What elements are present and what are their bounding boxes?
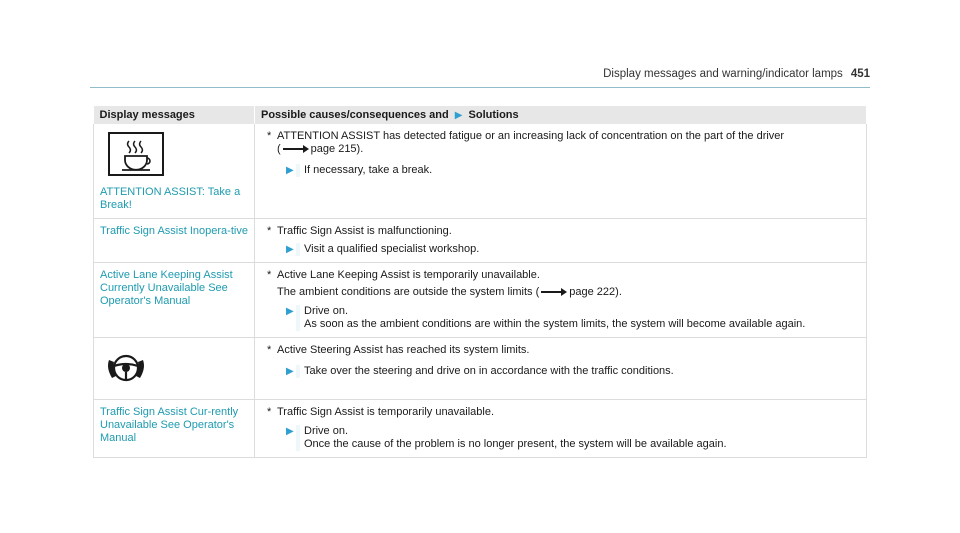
asterisk-icon: * <box>267 344 272 356</box>
solution-arrow-icon: ▶ <box>286 366 294 377</box>
solution-arrow-icon: ▶ <box>454 110 463 121</box>
cause-text: The ambient conditions are outside the system limits ( <box>277 286 540 298</box>
asterisk-icon: * <box>267 269 272 281</box>
display-messages-table <box>93 106 867 458</box>
table-header-row <box>94 106 867 124</box>
solution-text <box>296 305 805 331</box>
cause-line <box>267 225 860 238</box>
col-header-solutions-label: Solutions <box>468 109 519 121</box>
cause-line <box>267 406 860 419</box>
solution-line <box>286 425 860 451</box>
cause-cell <box>255 124 867 219</box>
message-cell <box>94 263 255 338</box>
page-ref-link[interactable]: page 222). <box>569 286 622 298</box>
table-row <box>94 263 867 338</box>
solution-text: Take over the steering and drive on in accordance with the traffic conditions. <box>296 365 674 378</box>
cause-cell <box>255 338 867 400</box>
message-text: Traffic Sign Assist Cur-rently Unavailable See Operator's Manual <box>100 406 239 444</box>
page-ref-link[interactable]: page 215). <box>310 143 364 155</box>
cause-cell <box>255 219 867 263</box>
page-header <box>603 68 870 80</box>
asterisk-icon: * <box>267 130 272 142</box>
page-ref-arrow-icon <box>541 288 567 296</box>
cause-cell <box>255 263 867 338</box>
solution-text-1: Drive on. <box>304 305 349 317</box>
message-text: ATTENTION ASSIST: Take a Break! <box>100 186 241 211</box>
solution-text: If necessary, take a break. <box>296 164 432 177</box>
table-row <box>94 338 867 400</box>
message-cell <box>94 124 255 219</box>
cause-line-2 <box>277 286 860 299</box>
solution-line <box>286 164 860 177</box>
col-header-causes-solutions <box>255 106 867 124</box>
solution-text-2: As soon as the ambient conditions are within the system limits, the system will become available again. <box>304 318 806 330</box>
cause-text: Active Steering Assist has reached its system limits. <box>277 344 530 356</box>
cause-text: Traffic Sign Assist is malfunctioning. <box>277 225 452 237</box>
cause-cell <box>255 400 867 458</box>
message-cell <box>94 338 255 400</box>
solution-arrow-icon: ▶ <box>286 306 294 317</box>
table-row <box>94 124 867 219</box>
asterisk-icon: * <box>267 225 272 237</box>
page-ref-arrow-icon <box>283 145 309 153</box>
cause-text: Active Lane Keeping Assist is temporarily unavailable. <box>277 269 540 281</box>
cause-line: * ATTENTION ASSIST has detected fatigue or an increasing lack of concentration on the part of the driver ( page 215). <box>267 130 785 155</box>
message-text: Traffic Sign Assist Inopera-tive <box>100 225 248 237</box>
page-number: 451 <box>850 68 870 80</box>
solution-text-2: Once the cause of the problem is no longer present, the system will be available again. <box>304 438 727 450</box>
solution-text: Visit a qualified specialist workshop. <box>296 243 479 256</box>
solution-line <box>286 305 860 331</box>
solution-arrow-icon: ▶ <box>286 244 294 255</box>
solution-text <box>296 425 727 451</box>
message-cell <box>94 219 255 263</box>
solution-text-1: Drive on. <box>304 425 349 437</box>
col-header-display-messages: Display messages <box>94 106 255 124</box>
cause-line <box>267 269 860 282</box>
solution-arrow-icon: ▶ <box>286 426 294 437</box>
table-row <box>94 219 867 263</box>
cause-line <box>267 344 860 357</box>
message-text: Active Lane Keeping Assist Currently Unavailable See Operator's Manual <box>100 269 233 307</box>
solution-line <box>286 243 860 256</box>
page-header-title: Display messages and warning/indicator lamps <box>603 68 843 80</box>
col-header-causes-label: Possible causes/consequences and <box>261 109 449 121</box>
solution-arrow-icon: ▶ <box>286 165 294 176</box>
steering-wheel-hands-icon <box>106 352 146 384</box>
table-row <box>94 400 867 458</box>
solution-line <box>286 365 860 378</box>
cause-text: Traffic Sign Assist is temporarily unavailable. <box>277 406 495 418</box>
header-divider <box>90 87 870 88</box>
message-cell <box>94 400 255 458</box>
asterisk-icon: * <box>267 406 272 418</box>
cause-text: ATTENTION ASSIST has detected fatigue or an increasing lack of concentration on the part of the driver <box>277 130 785 142</box>
coffee-cup-icon <box>108 132 164 176</box>
